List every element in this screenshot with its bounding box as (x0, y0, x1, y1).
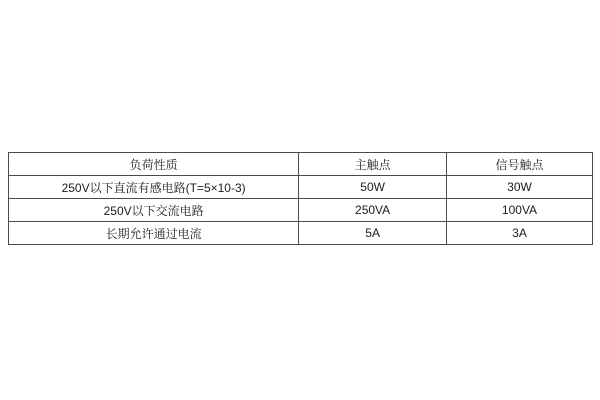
cell-main-contact: 5A (299, 222, 447, 245)
header-main-contact: 主触点 (299, 153, 447, 176)
cell-load-type: 250V以下交流电路 (9, 199, 299, 222)
cell-main-contact: 250VA (299, 199, 447, 222)
cell-signal-contact: 30W (446, 176, 592, 199)
contact-rating-table (8, 152, 593, 245)
table-header-row (9, 153, 593, 176)
table-row (9, 199, 593, 222)
header-signal-contact: 信号触点 (446, 153, 592, 176)
cell-signal-contact: 100VA (446, 199, 592, 222)
table-row (9, 222, 593, 245)
cell-main-contact: 50W (299, 176, 447, 199)
cell-load-type: 长期允许通过电流 (9, 222, 299, 245)
cell-signal-contact: 3A (446, 222, 592, 245)
cell-load-type: 250V以下直流有感电路(T=5×10-3) (9, 176, 299, 199)
header-load-type: 负荷性质 (9, 153, 299, 176)
table-row (9, 176, 593, 199)
